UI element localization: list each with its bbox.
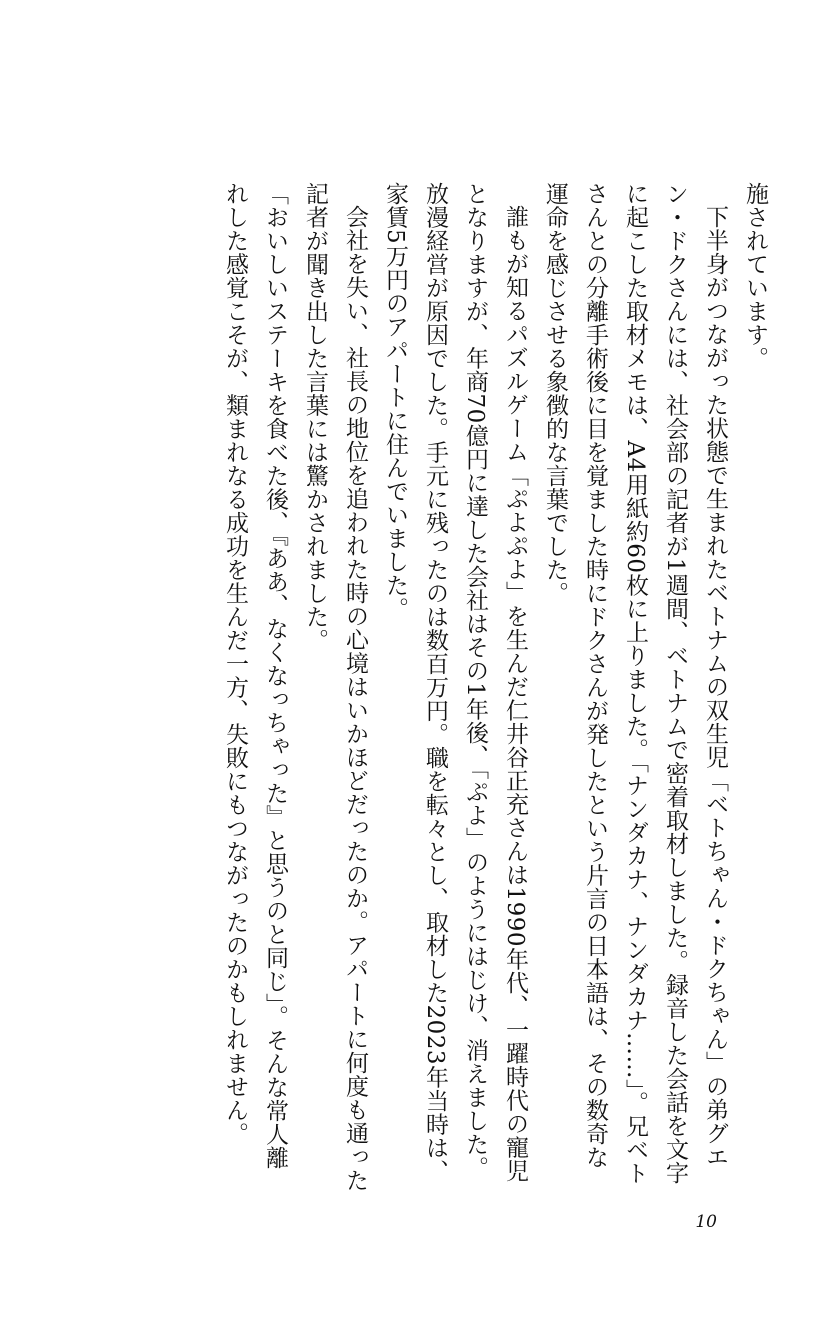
page-number: 10 xyxy=(695,1212,717,1232)
paragraph: 誰もが知るパズルゲーム「ぷよぷよ」を生んだ仁井谷正充さんは1990年代、一躍時代の寵児となりますが、年商70億円に達した会社はその1年後、「ぷよ」のようにはじけ、消えました。放漫経営が原因でした。手元に残ったのは数百万円。職を転々とし、取材した2023年当時は、家賃5万円のアパートに住んでいました。 xyxy=(382,182,528,1183)
vertical-body-text xyxy=(215,182,775,1192)
paragraph: 会社を失い、社長の地位を追われた時の心境はいかほどだったのか。アパートに何度も通った記者が聞き出した言葉には驚かされました。 xyxy=(302,182,368,1192)
paragraph: 「おいしいステーキを食べた後、『ああ、なくなっちゃった』と思うのと同じ」。そんな常人離れした感覚こそが、類まれなる成功を生んだ一方、失敗にもつながったのかもしれません。 xyxy=(222,182,288,1170)
paragraph: 施されています。 xyxy=(742,182,768,370)
paragraph: 下半身がつながった状態で生まれたベトナムの双生児「ベトちゃん・ドクちゃん」の弟グエン・ドクさんには、社会部の記者が1週間、ベトナムで密着取材しました。録音した会話を文字に起こした取材メモは、A4用紙約60枚に上りました。「ナンダカナ、ナンダカナ……」。兄ベトさんとの分離手術後に目を覚ました時にドクさんが発したという片言の日本語は、その数奇な運命を感じさせる象徴的な言葉でした。 xyxy=(542,182,728,1186)
